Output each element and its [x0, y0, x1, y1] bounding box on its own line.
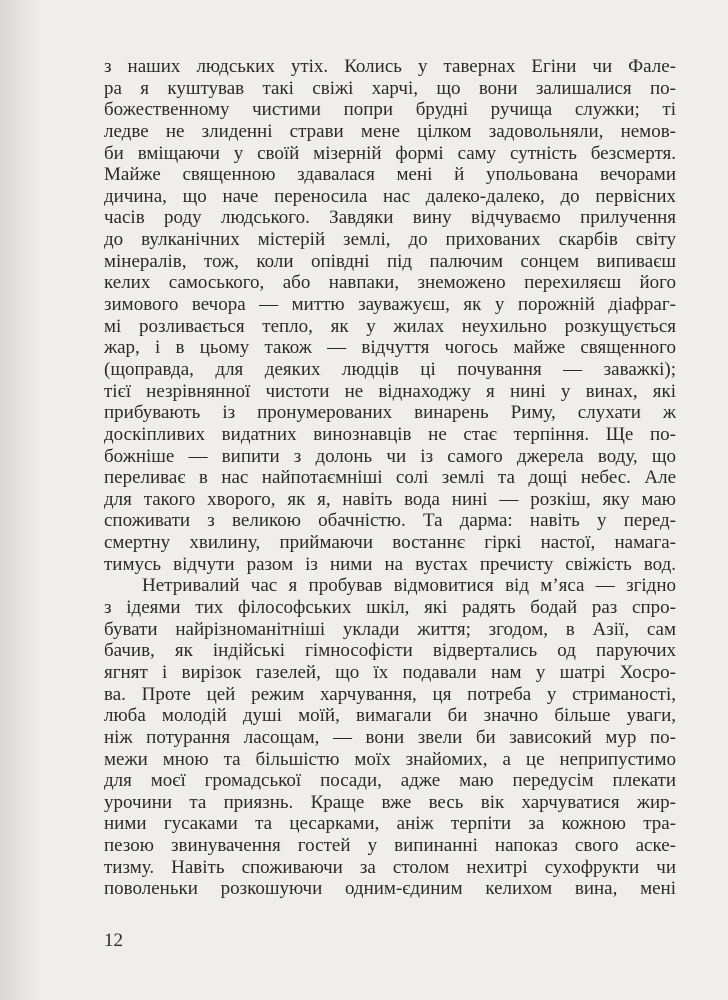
text-line: смертну хвилину, приймаючи востаннє гіркі настої, намага-	[104, 532, 676, 554]
text-line: люба молодій душі моїй, вимагали би значно більше уваги,	[104, 705, 676, 727]
text-line: бачив, як індійські гімнософісти відвертались од паруючих	[104, 640, 676, 662]
text-line: урочини та приязнь. Краще вже весь вік харчуватися жир-	[104, 791, 676, 813]
text-line: бувати найрізноманітніші уклади життя; згодом, в Азії, сам	[104, 618, 676, 640]
text-line: переливає в нас найпотаємніші солі землі та дощі небес. Але	[104, 467, 676, 489]
text-line: зимового вечора — миттю зауважуєш, як у порожній діафраг-	[104, 294, 676, 316]
text-line: дичина, що наче переносила нас далеко-далеко, до первісних	[104, 185, 676, 207]
text-line: прибувають із пронумерованих винарень Риму, слухати ж	[104, 402, 676, 424]
text-line: тієї незрівнянної чистоти не віднаходжу я нині у винах, які	[104, 380, 676, 402]
text-line: доскіпливих видатних винознавців не стає терпіння. Ще по-	[104, 423, 676, 445]
text-line: мінералів, тож, коли опівдні під палючим сонцем випиваєш	[104, 250, 676, 272]
body-text	[104, 56, 676, 900]
text-line: Майже священною здавалася мені й упольована вечорами	[104, 164, 676, 186]
text-line: ва. Проте цей режим харчування, ця потреба у стриманості,	[104, 683, 676, 705]
text-line: ними гусаками та цесарками, аніж терпіти за кожною тра-	[104, 813, 676, 835]
paragraph-start-line: Нетривалий час я пробував відмовитися від м’яса — згідно	[142, 575, 676, 597]
text-line: мі розливається тепло, як у жилах неухильно розкущується	[104, 315, 676, 337]
text-line: з наших людських утіх. Колись у тавернах Егіни чи Фале-	[104, 56, 676, 77]
text-line: межи мною та більшістю моїх знайомих, а це неприпустимо	[104, 748, 676, 770]
text-line: ра я куштував такі свіжі харчі, що вони залишалися по-	[104, 77, 676, 99]
text-line: для такого хворого, як я, навіть вода нині — розкіш, яку маю	[104, 488, 676, 510]
text-line: тизму. Навіть споживаючи за столом нехитрі сухофрукти чи	[104, 856, 676, 878]
text-line: жар, і в цьому також — відчуття чогось майже священного	[104, 337, 676, 359]
page-number: 12	[104, 930, 123, 951]
text-line: для моєї громадської посади, адже маю передусім плекати	[104, 770, 676, 792]
text-line: (щоправда, для деяких людців ці почування — заважкі);	[104, 358, 676, 380]
text-line: божественному чистими попри брудні ручища служки; ті	[104, 99, 676, 121]
text-line: поволеньки розкошуючи одним-єдиним келихом вина, мені	[104, 878, 676, 900]
text-line: до вулканічних містерій землі, до прихованих скарбів світу	[104, 229, 676, 251]
text-line: тимусь відчути разом із ними на вустах пречисту свіжість вод.	[104, 553, 676, 575]
text-line: божніше — випити з долонь чи із самого джерела воду, що	[104, 445, 676, 467]
text-line: ягнят і вирізок газелей, що їх подавали нам у шатрі Хосро-	[104, 661, 676, 683]
page-edge-shadow	[0, 0, 40, 1000]
text-line: ледве не злиденні страви мене цілком задовольняли, немов-	[104, 120, 676, 142]
text-line: би вміщаючи у своїй мізерній формі саму сутність безсмертя.	[104, 142, 676, 164]
text-line: споживати з великою обачністю. Та дарма: навіть у перед-	[104, 510, 676, 532]
text-line: з ідеями тих філософських шкіл, які радять бодай раз спро-	[104, 597, 676, 619]
text-line: ніж потурання ласощам, — вони звели би зависокий мур по-	[104, 726, 676, 748]
text-line: келих самоського, або навпаки, знеможено перехиляєш його	[104, 272, 676, 294]
text-line: часів роду людського. Завдяки вину відчуваємо прилучення	[104, 207, 676, 229]
text-line: пезою звинувачення гостей у випинанні напоказ свого аске-	[104, 835, 676, 857]
